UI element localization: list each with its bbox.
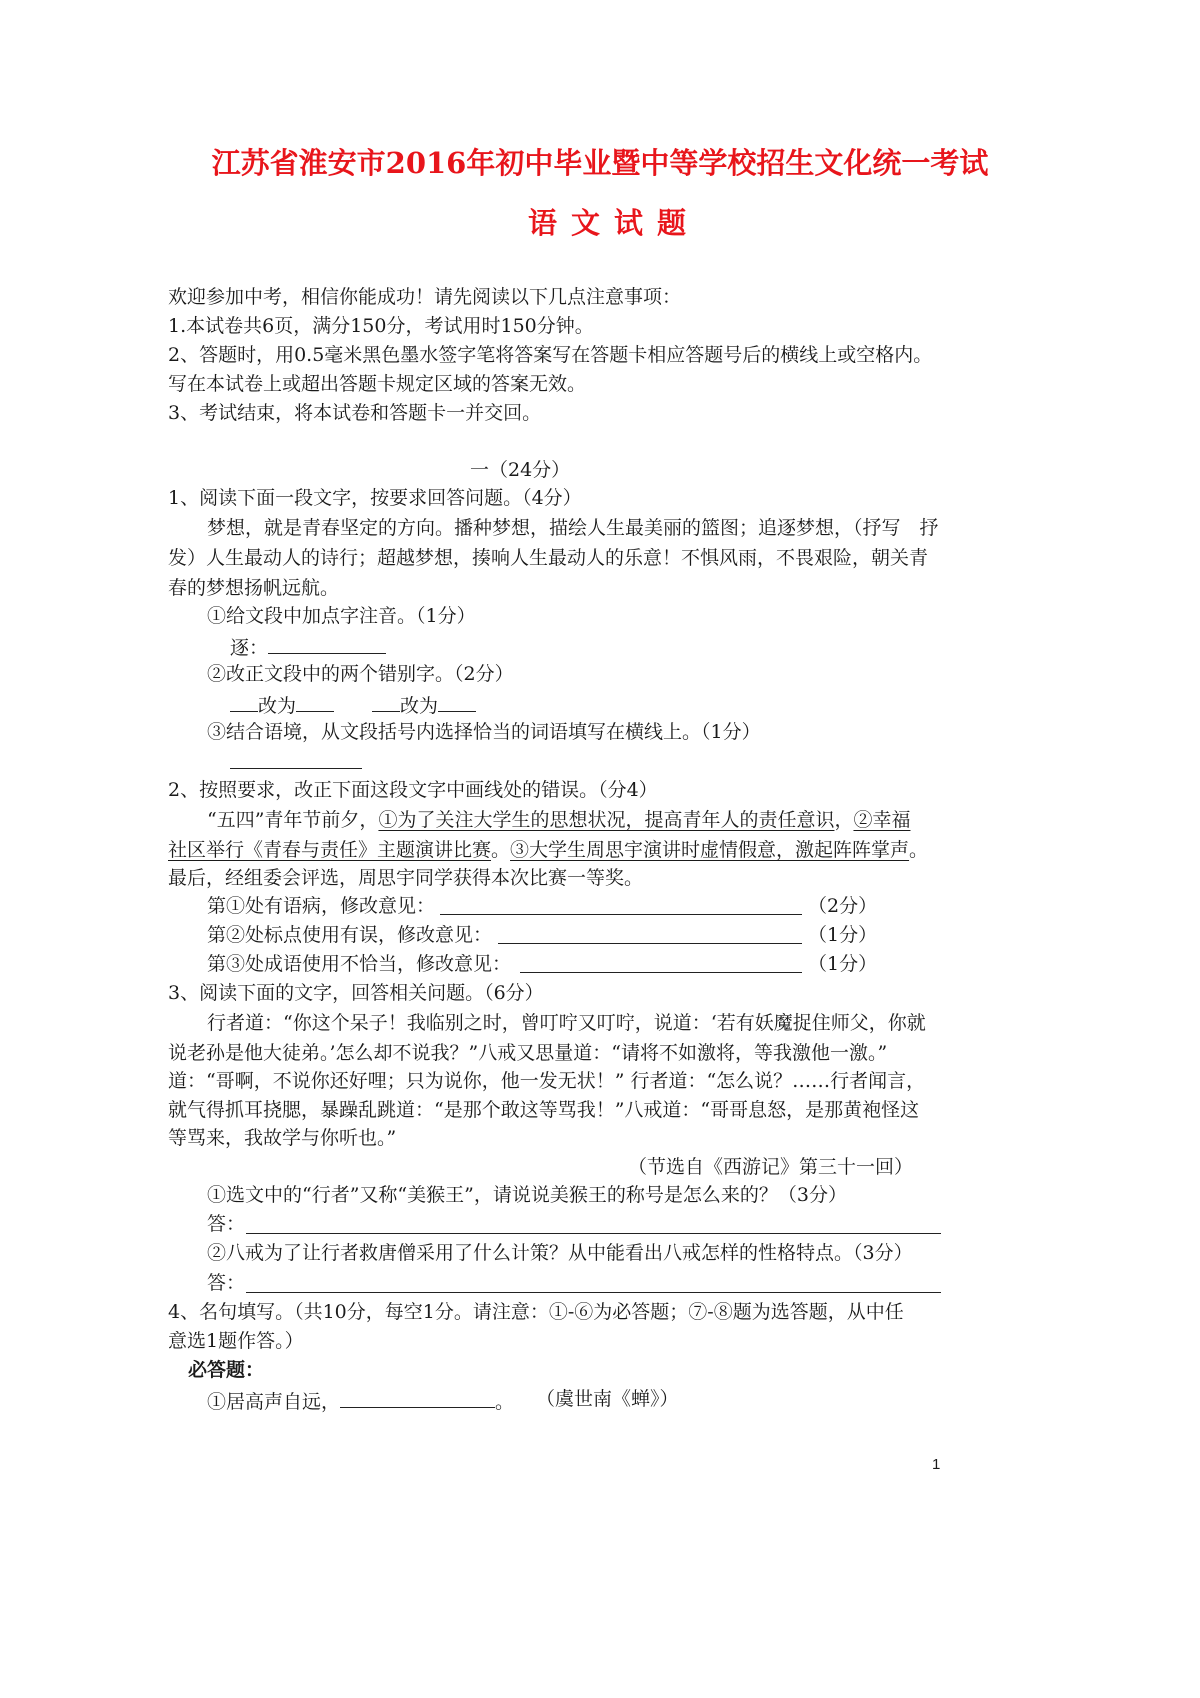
q2-underlined-2-end: 社区举行《青春与责任》主题演讲比赛 <box>168 839 492 861</box>
q3-passage-line-5: 等骂来，我故学与你听也。” <box>168 1127 397 1149</box>
exam-subtitle: 语文试题 <box>527 206 700 240</box>
q1-sub-2-blank-right-2[interactable] <box>438 691 476 712</box>
notice-intro: 欢迎参加中考，相信你能成功！请先阅读以下几点注意事项： <box>168 286 682 308</box>
q1-sub-3: ③结合语境，从文段括号内选择恰当的词语填写在横线上。（1分） <box>207 721 761 743</box>
q3-sub-1-answer-blank[interactable] <box>246 1233 941 1234</box>
q1-sub-2-blank-wrong-1[interactable] <box>230 691 258 712</box>
q3-sub-2: ②八戒为了让行者救唐僧采用了什么计策？从中能看出八戒怎样的性格特点。（3分） <box>207 1242 913 1264</box>
q1-sub-2-change-label-1: 改为 <box>258 695 297 717</box>
q2-text: 。 <box>491 839 511 861</box>
q4-item-1-source: （虞世南《蝉》） <box>536 1388 679 1410</box>
q2-answer-3-label: 第③处成语使用不恰当，修改意见： <box>207 953 512 975</box>
q3-sub-1-answer-label: 答： <box>207 1213 246 1235</box>
q3-passage-line-4: 就气得抓耳挠腮，暴躁乱跳道：“是那个敢这等骂我！”八戒道：“哥哥息怒，是那黄袍怪这 <box>168 1099 920 1121</box>
notice-item-2: 2、答题时，用0.5毫米黑色墨水签字笔将答案写在答题卡相应答题号后的横线上或空格内。 <box>168 344 933 366</box>
q2-answer-1-score: （2分） <box>808 895 878 917</box>
q2-passage-line-3: 最后，经组委会评选，周思宇同学获得本次比赛一等奖。 <box>168 867 644 889</box>
q3-source: （节选自《西游记》第三十一回） <box>628 1156 914 1178</box>
q2-underlined-2-start: ②幸福 <box>853 809 911 831</box>
q3-passage-line-2: 说老孙是他大徒弟。’怎么却不说我？”八戒又思量道：“请将不如激将，等我激他一激。” <box>168 1042 888 1064</box>
q1-sub-1-blank[interactable] <box>268 633 386 654</box>
q4-item-1-blank[interactable] <box>340 1387 495 1408</box>
q3-stem: 3、阅读下面的文字，回答相关问题。（6分） <box>168 982 544 1004</box>
q1-sub-2-blank-wrong-2[interactable] <box>372 691 400 712</box>
q2-underlined-3: ③大学生周思宇演讲时虚情假意，激起阵阵掌声 <box>510 839 910 861</box>
q3-passage-line-3: 道：“哥啊，不说你还好哩；只为说你，他一发无状！” 行者道：“怎么说？……行者闻言， <box>168 1070 926 1092</box>
q1-sub-2-blank-right-1[interactable] <box>296 691 334 712</box>
q2-answer-2-score: （1分） <box>808 924 878 946</box>
q2-answer-3-score: （1分） <box>808 953 878 975</box>
q2-answer-2-blank[interactable] <box>498 943 802 944</box>
q2-answer-1-blank[interactable] <box>440 914 802 915</box>
q2-answer-2-label: 第②处标点使用有误，修改意见： <box>207 924 493 946</box>
q4-item-1-text: ①居高声自远， <box>207 1391 341 1413</box>
q1-sub-2-change-label-2: 改为 <box>400 695 439 717</box>
q2-answer-1-label: 第①处有语病，修改意见： <box>207 895 436 917</box>
q1-sub-2-answer <box>230 691 476 718</box>
notice-item-3: 3、考试结束，将本试卷和答题卡一并交回。 <box>168 402 542 424</box>
q1-stem: 1、阅读下面一段文字，按要求回答问题。（4分） <box>168 487 582 509</box>
q1-passage-line-3: 春的梦想扬帆远航。 <box>168 577 340 599</box>
q2-passage-line-1 <box>207 808 910 832</box>
q2-underlined-1: ①为了关注大学生的思想状况，提高青年人的责任意识 <box>378 809 835 831</box>
q1-sub-1-label: 逐： <box>230 637 269 659</box>
section-heading: 一（24分） <box>470 459 571 481</box>
q4-stem-line-2: 意选1题作答。） <box>168 1330 304 1352</box>
q2-passage-line-2 <box>168 838 928 862</box>
q1-sub-1-answer <box>230 633 386 660</box>
q3-sub-2-answer-label: 答： <box>207 1272 246 1294</box>
q3-passage-line-1: 行者道：“你这个呆子！我临别之时，曾叮咛又叮咛，说道：‘若有妖魔捉住师父，你就 <box>207 1012 926 1034</box>
notice-item-2-cont: 写在本试卷上或超出答题卡规定区域的答案无效。 <box>168 373 587 395</box>
q2-stem: 2、按照要求，改正下面这段文字中画线处的错误。（分4） <box>168 779 658 801</box>
notice-item-1: 1.本试卷共6页，满分150分，考试用时150分钟。 <box>168 315 594 337</box>
q2-text: ， <box>834 809 854 831</box>
q4-item-1 <box>207 1387 514 1414</box>
q1-sub-1: ①给文段中加点字注音。（1分） <box>207 605 476 627</box>
q3-sub-2-answer-blank[interactable] <box>246 1292 941 1293</box>
q1-passage-line-2: 发）人生最动人的诗行；超越梦想，揍响人生最动人的乐意！不惧风雨，不畏艰险，朝关青 <box>168 547 929 569</box>
q4-stem-line-1: 4、名句填写。（共10分，每空1分。请注意：①-⑥为必答题；⑦-⑧题为选答题，从中任 <box>168 1301 904 1323</box>
q4-required-label: 必答题： <box>188 1359 265 1381</box>
q2-answer-3-blank[interactable] <box>520 972 802 973</box>
page-number: 1 <box>932 1456 941 1473</box>
q1-sub-2: ②改正文段中的两个错别字。（2分） <box>207 663 514 685</box>
q1-passage-line-1: 梦想，就是青春坚定的方向。播种梦想，描绘人生最美丽的篮图；追逐梦想，（抒写 抒 <box>207 517 939 539</box>
q4-item-1-period: 。 <box>495 1391 515 1413</box>
exam-title: 江苏省淮安市2016年初中毕业暨中等学校招生文化统一考试 <box>211 146 989 180</box>
q1-sub-3-blank[interactable] <box>230 768 362 769</box>
q2-text: “五四”青年节前夕， <box>207 809 379 831</box>
q2-text: 。 <box>909 839 929 861</box>
q3-sub-1: ①选文中的“行者”又称“美猴王”，请说说美猴王的称号是怎么来的？（3分） <box>207 1184 847 1206</box>
